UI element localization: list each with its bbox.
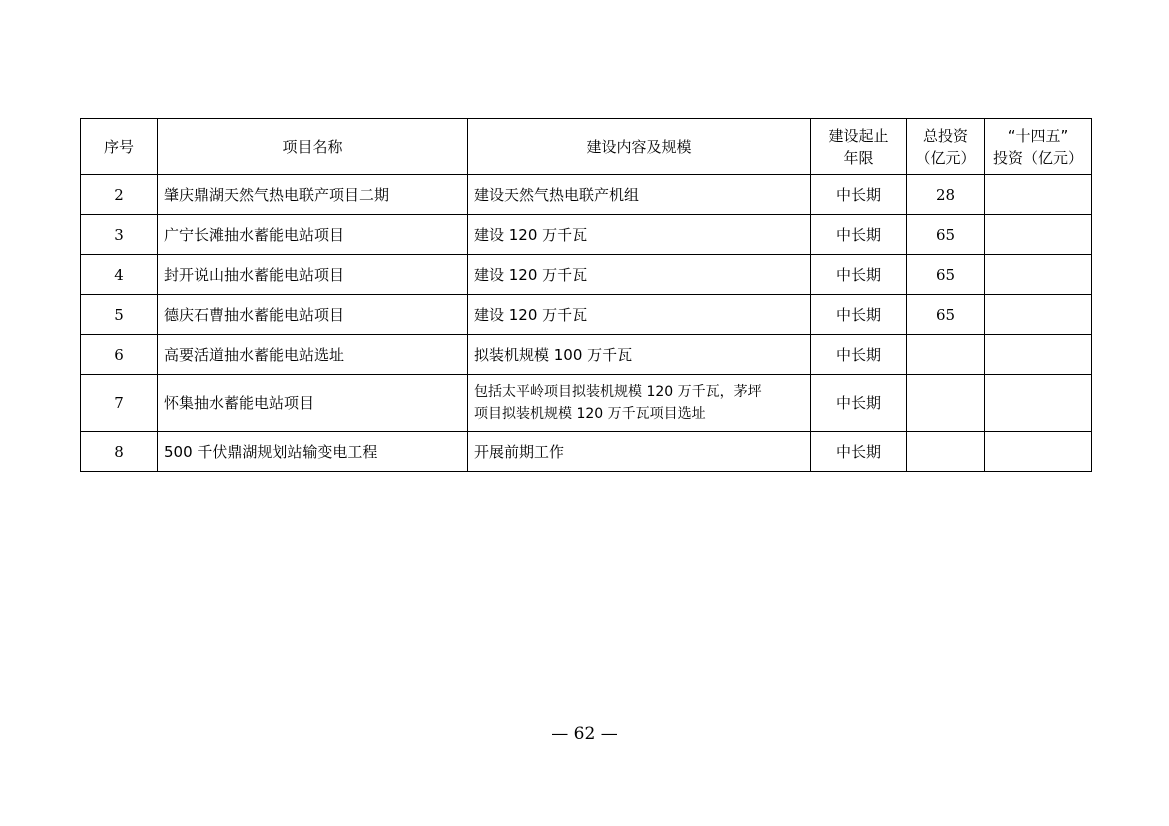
cell-fyp xyxy=(985,255,1092,295)
cell-period: 中长期 xyxy=(811,175,907,215)
cell-name: 高要活道抽水蓄能电站选址 xyxy=(158,335,468,375)
table-row xyxy=(81,215,1092,255)
cell-total: 28 xyxy=(907,175,985,215)
cell-content: 建设天然气热电联产机组 xyxy=(468,175,811,215)
cell-period: 中长期 xyxy=(811,432,907,472)
header-fyp-line2: 投资（亿元） xyxy=(992,148,1083,167)
cell-content-line2: 项目拟装机规模 120 万千瓦项目选址 xyxy=(474,406,706,422)
cell-fyp xyxy=(985,295,1092,335)
table-row xyxy=(81,432,1092,472)
cell-seq: 4 xyxy=(81,255,158,295)
header-period-line2: 年限 xyxy=(843,148,874,167)
header-total-line1: 总投资 xyxy=(922,126,968,145)
header-content: 建设内容及规模 xyxy=(468,119,811,175)
cell-seq: 8 xyxy=(81,432,158,472)
header-fyp xyxy=(985,119,1092,175)
table-row xyxy=(81,335,1092,375)
cell-total: 65 xyxy=(907,255,985,295)
cell-fyp xyxy=(985,432,1092,472)
table-row xyxy=(81,175,1092,215)
table-row xyxy=(81,375,1092,432)
cell-fyp xyxy=(985,215,1092,255)
cell-content: 开展前期工作 xyxy=(468,432,811,472)
cell-seq: 5 xyxy=(81,295,158,335)
cell-name: 德庆石曹抽水蓄能电站项目 xyxy=(158,295,468,335)
cell-fyp xyxy=(985,335,1092,375)
page-number: — 62 — xyxy=(551,724,618,744)
cell-total xyxy=(907,432,985,472)
cell-seq: 3 xyxy=(81,215,158,255)
cell-seq: 2 xyxy=(81,175,158,215)
header-seq: 序号 xyxy=(81,119,158,175)
cell-period: 中长期 xyxy=(811,375,907,432)
header-name: 项目名称 xyxy=(158,119,468,175)
header-period xyxy=(811,119,907,175)
cell-seq: 6 xyxy=(81,335,158,375)
cell-period: 中长期 xyxy=(811,255,907,295)
cell-name: 封开说山抽水蓄能电站项目 xyxy=(158,255,468,295)
cell-fyp xyxy=(985,175,1092,215)
table-row xyxy=(81,255,1092,295)
cell-name: 500 千伏鼎湖规划站输变电工程 xyxy=(158,432,468,472)
cell-content: 建设 120 万千瓦 xyxy=(468,255,811,295)
cell-fyp xyxy=(985,375,1092,432)
cell-total: 65 xyxy=(907,215,985,255)
header-period-line1: 建设起止 xyxy=(828,126,889,145)
table-row xyxy=(81,295,1092,335)
cell-name: 肇庆鼎湖天然气热电联产项目二期 xyxy=(158,175,468,215)
table-header-row xyxy=(81,119,1092,175)
cell-period: 中长期 xyxy=(811,295,907,335)
cell-total: 65 xyxy=(907,295,985,335)
cell-total xyxy=(907,335,985,375)
cell-seq: 7 xyxy=(81,375,158,432)
cell-content-line1: 包括太平岭项目拟装机规模 120 万千瓦，茅坪 xyxy=(474,384,762,400)
header-fyp-line1: “十四五” xyxy=(1007,126,1069,145)
header-total-line2: （亿元） xyxy=(915,148,976,167)
project-table xyxy=(80,118,1092,472)
header-total xyxy=(907,119,985,175)
cell-content: 建设 120 万千瓦 xyxy=(468,295,811,335)
cell-total xyxy=(907,375,985,432)
cell-period: 中长期 xyxy=(811,335,907,375)
cell-name: 怀集抽水蓄能电站项目 xyxy=(158,375,468,432)
cell-content: 建设 120 万千瓦 xyxy=(468,215,811,255)
cell-content xyxy=(468,375,811,432)
cell-period: 中长期 xyxy=(811,215,907,255)
cell-content: 拟装机规模 100 万千瓦 xyxy=(468,335,811,375)
cell-name: 广宁长滩抽水蓄能电站项目 xyxy=(158,215,468,255)
